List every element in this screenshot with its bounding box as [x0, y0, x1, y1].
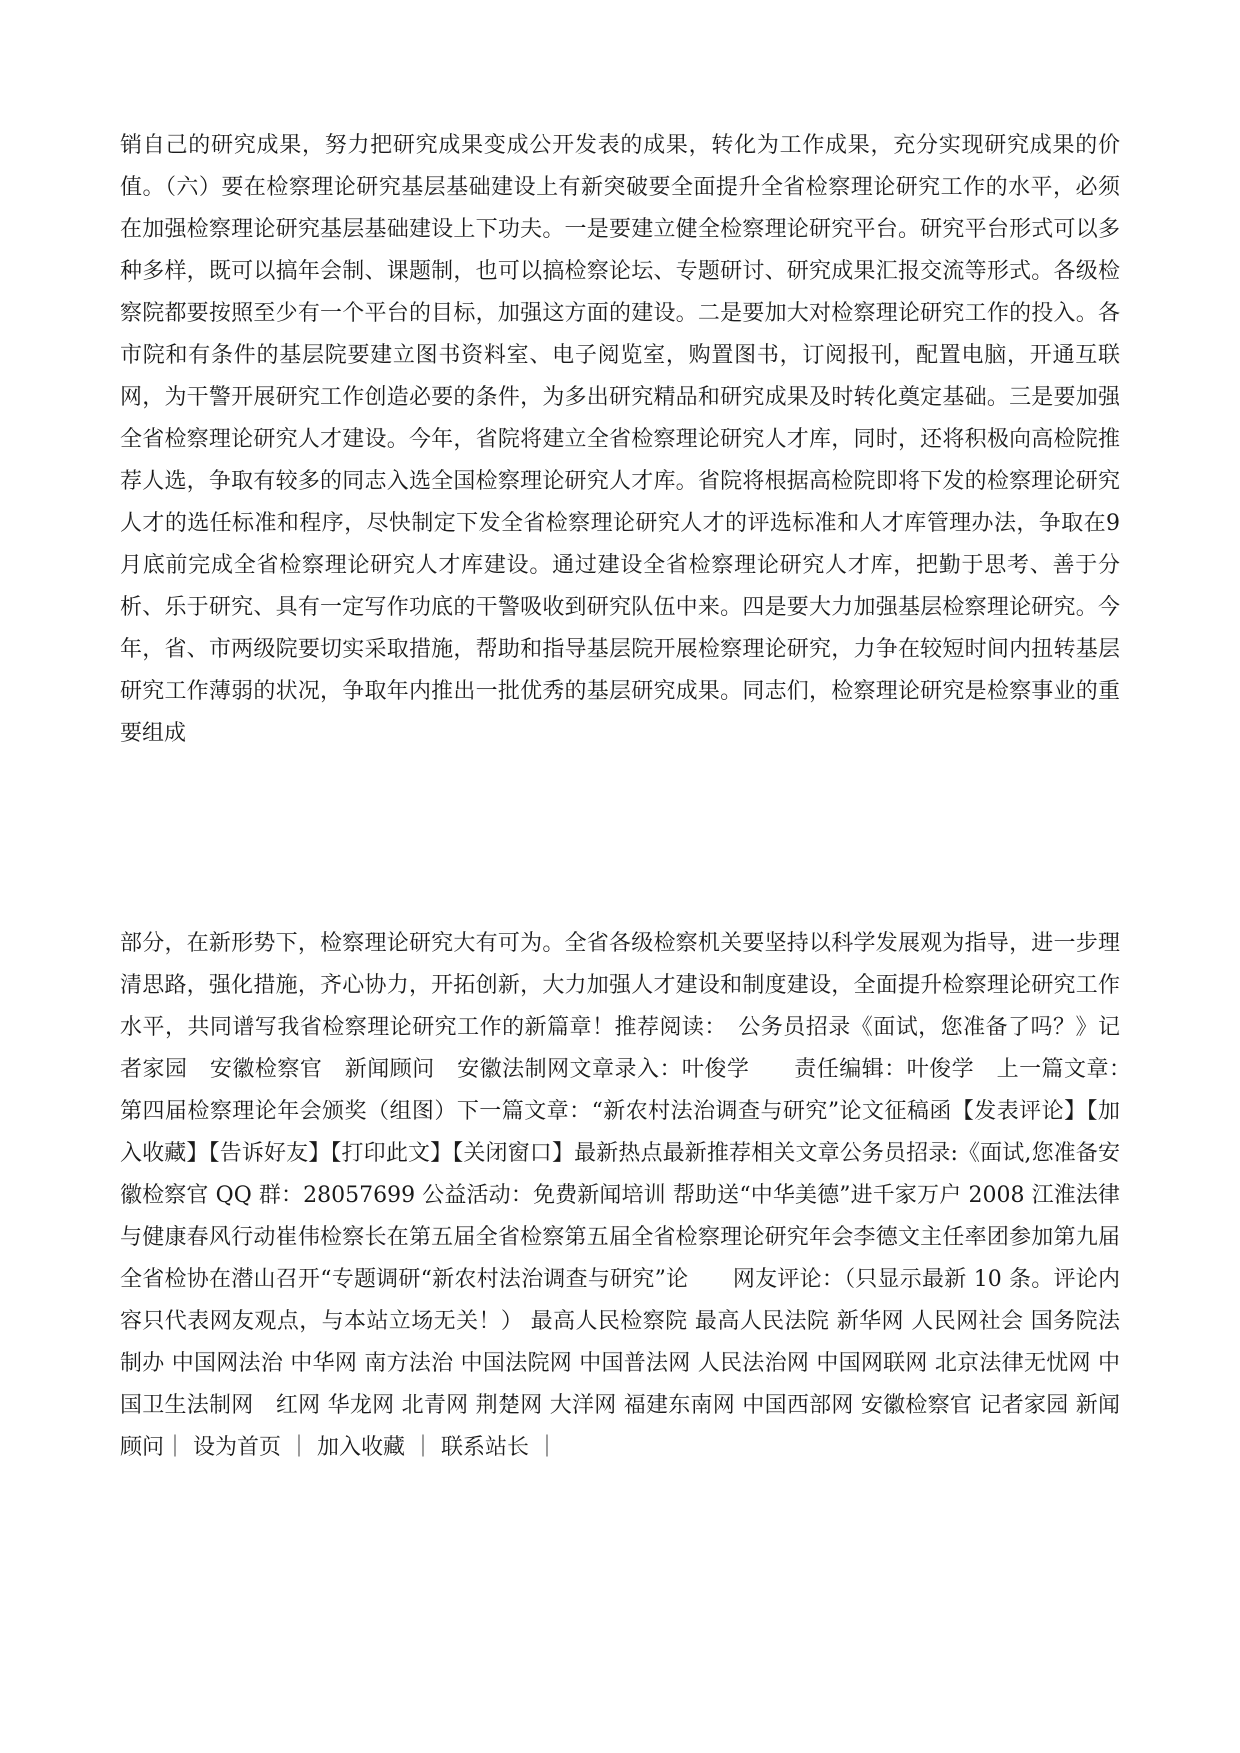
body-paragraph-2: 部分，在新形势下，检察理论研究大有可为。全省各级检察机关要坚持以科学发展观为指导，进一步理清思路，强化措施，齐心协力，开拓创新，大力加强人才建设和制度建设，全面提升检察理论研究工作水平，共同谱写我省检察理论研究工作的新篇章！推荐阅读： 公务员招录《面试，您准备了吗？》记者家园 安徽检察官 新闻顾问 安徽法制网文章录入：叶俊学 责任编辑：叶俊学 上一篇文章： 第四届检察理论年会颁奖（组图）下一篇文章：“新农村法治调查与研究”论文征稿函【发表评论】【加入收藏】【告诉好友】【打印此文】【关闭窗口】最新热点最新推荐相关文章公务员招录:《面试,您准备安徽检察官 QQ 群：28057699 公益活动：免费新闻培训 帮助送“中华美德”进千家万户 2008 江淮法律与健康春风行动崔伟检察长在第五届全省检察第五届全省检察理论研究年会李德文主任率团参加第九届全省检协在潜山召开“专题调研“新农村法治调查与研究”论 网友评论：（只显示最新 10 条。评论内容只代表网友观点，与本站立场无关！） 最高人民检察院 最高人民法院 新华网 人民网社会 国务院法制办 中国网法治 中华网 南方法治 中国法院网 中国普法网 人民法治网 中国网联网 北京法律无忧网 中国卫生法制网 红网 华龙网 北青网 荆楚网 大洋网 福建东南网 中国西部网 安徽检察官 记者家园 新闻顾问｜ 设为首页 ｜ 加入收藏 ｜ 联系站长 ｜ — [120, 931, 1143, 1460]
body-paragraph-1: 销自己的研究成果，努力把研究成果变成公开发表的成果，转化为工作成果，充分实现研究成果的价值。（六）要在检察理论研究基层基础建设上有新突破要全面提升全省检察理论研究工作的水平，必须在加强检察理论研究基层基础建设上下功夫。一是要建立健全检察理论研究平台。研究平台形式可以多种多样，既可以搞年会制、课题制，也可以搞检察论坛、专题研讨、研究成果汇报交流等形式。各级检察院都要按照至少有一个平台的目标，加强这方面的建设。二是要加大对检察理论研究工作的投入。各市院和有条件的基层院要建立图书资料室、电子阅览室，购置图书，订阅报刊，配置电脑，开通互联网，为干警开展研究工作创造必要的条件，为多出研究精品和研究成果及时转化奠定基础。三是要加强全省检察理论研究人才建设。今年，省院将建立全省检察理论研究人才库，同时，还将积极向高检院推荐人选，争取有较多的同志入选全国检察理论研究人才库。省院将根据高检院即将下发的检察理论研究人才的选任标准和程序，尽快制定下发全省检察理论研究人才的评选标准和人才库管理办法，争取在9月底前完成全省检察理论研究人才库建设。通过建设全省检察理论研究人才库，把勤于思考、善于分析、乐于研究、具有一定写作功底的干警吸收到研究队伍中来。四是要大力加强基层检察理论研究。今年，省、市两级院要切实采取措施，帮助和指导基层院开展检察理论研究，力争在较短时间内扭转基层研究工作薄弱的状况，争取年内推出一批优秀的基层研究成果。同志们，检察理论研究是检察事业的重要组成 — [120, 133, 1120, 746]
